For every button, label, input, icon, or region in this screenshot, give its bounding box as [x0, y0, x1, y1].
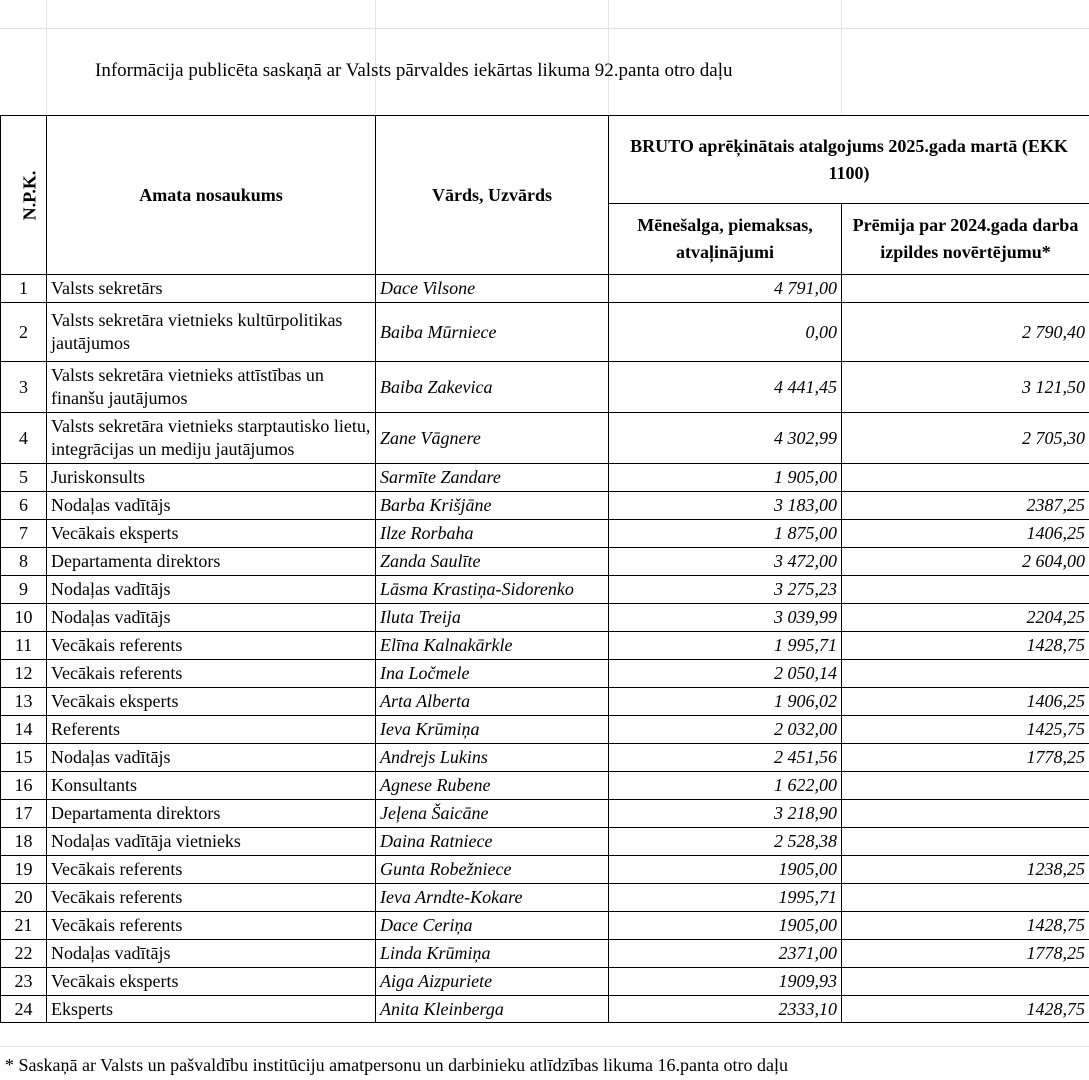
- table-row: [1, 744, 1089, 772]
- bonus-cell: 1428,75: [842, 632, 1089, 660]
- salary-cell: 1909,93: [609, 968, 842, 996]
- name-cell: Daina Ratniece: [376, 828, 609, 856]
- salary-cell: 2371,00: [609, 940, 842, 968]
- name-cell: Gunta Robežniece: [376, 856, 609, 884]
- name-cell: Baiba Zakevica: [376, 362, 609, 413]
- row-number: 17: [1, 800, 47, 828]
- position-cell: Valsts sekretāra vietnieks starptautisko lietu, integrācijas un mediju jautājumos: [47, 413, 376, 464]
- name-cell: Andrejs Lukins: [376, 744, 609, 772]
- table-row: [1, 632, 1089, 660]
- row-number: 14: [1, 716, 47, 744]
- bonus-cell: 2 790,40: [842, 303, 1089, 362]
- row-number: 8: [1, 548, 47, 576]
- footnote: * Saskaņā ar Valsts un pašvaldību institūciju amatpersonu un darbinieku atlīdzības likuma 16.panta otro daļu: [5, 1055, 789, 1075]
- salary-cell: 3 183,00: [609, 492, 842, 520]
- name-cell: Dace Vilsone: [376, 275, 609, 303]
- bonus-cell: [842, 800, 1089, 828]
- table-row: [1, 413, 1089, 464]
- bruto-header: BRUTO aprēķinātais atalgojums 2025.gada martā (EKK 1100): [609, 116, 1089, 204]
- row-number: 20: [1, 884, 47, 912]
- name-cell: Aiga Aizpuriete: [376, 968, 609, 996]
- position-cell: Vecākais eksperts: [47, 688, 376, 716]
- position-cell: Vecākais referents: [47, 856, 376, 884]
- table-row: [1, 362, 1089, 413]
- spreadsheet-grid: [0, 0, 1089, 115]
- salary-cell: 3 218,90: [609, 800, 842, 828]
- position-cell: Eksperts: [47, 996, 376, 1023]
- bonus-cell: 2387,25: [842, 492, 1089, 520]
- salary-cell: 1905,00: [609, 856, 842, 884]
- row-number: 4: [1, 413, 47, 464]
- name-cell: Baiba Mūrniece: [376, 303, 609, 362]
- table-row: [1, 492, 1089, 520]
- name-cell: Jeļena Šaicāne: [376, 800, 609, 828]
- position-cell: Valsts sekretārs: [47, 275, 376, 303]
- salary-cell: 1 622,00: [609, 772, 842, 800]
- table-row: [1, 604, 1089, 632]
- row-number: 19: [1, 856, 47, 884]
- row-number: 10: [1, 604, 47, 632]
- table-row: [1, 716, 1089, 744]
- row-number: 11: [1, 632, 47, 660]
- name-cell: Linda Krūmiņa: [376, 940, 609, 968]
- position-cell: Valsts sekretāra vietnieks attīstības un finanšu jautājumos: [47, 362, 376, 413]
- name-cell: Anita Kleinberga: [376, 996, 609, 1023]
- position-cell: Departamenta direktors: [47, 548, 376, 576]
- row-number: 1: [1, 275, 47, 303]
- salary-cell: 2 050,14: [609, 660, 842, 688]
- table-row: [1, 772, 1089, 800]
- salary-cell: 1 906,02: [609, 688, 842, 716]
- name-header: Vārds, Uzvārds: [376, 116, 609, 275]
- position-cell: Nodaļas vadītājs: [47, 744, 376, 772]
- row-number: 22: [1, 940, 47, 968]
- row-number: 2: [1, 303, 47, 362]
- salary-cell: 0,00: [609, 303, 842, 362]
- position-cell: Juriskonsults: [47, 464, 376, 492]
- bonus-cell: [842, 576, 1089, 604]
- table-row: [1, 576, 1089, 604]
- bonus-cell: 1428,75: [842, 996, 1089, 1023]
- salary-cell: 1 995,71: [609, 632, 842, 660]
- name-cell: Iluta Treija: [376, 604, 609, 632]
- position-cell: Vecākais eksperts: [47, 520, 376, 548]
- bonus-cell: [842, 660, 1089, 688]
- row-number: 12: [1, 660, 47, 688]
- row-number: 6: [1, 492, 47, 520]
- salary-table: [0, 115, 1089, 1023]
- bonus-cell: 1406,25: [842, 520, 1089, 548]
- bonus-cell: 2 604,00: [842, 548, 1089, 576]
- position-header: Amata nosaukums: [47, 116, 376, 275]
- bonus-cell: [842, 464, 1089, 492]
- position-cell: Nodaļas vadītāja vietnieks: [47, 828, 376, 856]
- salary-cell: 3 275,23: [609, 576, 842, 604]
- row-number: 13: [1, 688, 47, 716]
- salary-header: Mēnešalga, piemaksas, atvaļinājumi: [609, 204, 842, 275]
- position-cell: Departamenta direktors: [47, 800, 376, 828]
- row-number: 15: [1, 744, 47, 772]
- row-number: 9: [1, 576, 47, 604]
- row-number: 16: [1, 772, 47, 800]
- salary-cell: 1 875,00: [609, 520, 842, 548]
- position-cell: Konsultants: [47, 772, 376, 800]
- salary-cell: 1 905,00: [609, 464, 842, 492]
- bonus-cell: [842, 968, 1089, 996]
- salary-cell: 2 528,38: [609, 828, 842, 856]
- table-row: [1, 940, 1089, 968]
- position-cell: Valsts sekretāra vietnieks kultūrpolitikas jautājumos: [47, 303, 376, 362]
- position-cell: Vecākais referents: [47, 660, 376, 688]
- salary-cell: 1995,71: [609, 884, 842, 912]
- position-cell: Nodaļas vadītājs: [47, 492, 376, 520]
- name-cell: Zanda Saulīte: [376, 548, 609, 576]
- table-row: [1, 464, 1089, 492]
- bonus-cell: [842, 275, 1089, 303]
- name-cell: Ieva Arndte-Kokare: [376, 884, 609, 912]
- name-cell: Ieva Krūmiņa: [376, 716, 609, 744]
- row-number: 3: [1, 362, 47, 413]
- table-row: [1, 520, 1089, 548]
- table-row: [1, 856, 1089, 884]
- row-number: 7: [1, 520, 47, 548]
- bonus-cell: 1778,25: [842, 744, 1089, 772]
- table-row: [1, 884, 1089, 912]
- position-cell: Vecākais referents: [47, 884, 376, 912]
- table-row: [1, 275, 1089, 303]
- bonus-cell: 3 121,50: [842, 362, 1089, 413]
- salary-cell: 4 441,45: [609, 362, 842, 413]
- name-cell: Dace Ceriņa: [376, 912, 609, 940]
- table-row: [1, 800, 1089, 828]
- position-cell: Vecākais eksperts: [47, 968, 376, 996]
- table-row: [1, 968, 1089, 996]
- salary-cell: 2 451,56: [609, 744, 842, 772]
- name-cell: Ina Ločmele: [376, 660, 609, 688]
- bonus-cell: 1238,25: [842, 856, 1089, 884]
- table-row: [1, 660, 1089, 688]
- bonus-cell: 2 705,30: [842, 413, 1089, 464]
- bonus-cell: 1425,75: [842, 716, 1089, 744]
- salary-cell: 1905,00: [609, 912, 842, 940]
- row-number: 23: [1, 968, 47, 996]
- position-cell: Referents: [47, 716, 376, 744]
- bonus-cell: 1428,75: [842, 912, 1089, 940]
- name-cell: Lāsma Krastiņa-Sidorenko: [376, 576, 609, 604]
- npk-header: N.P.K.: [1, 116, 47, 275]
- position-cell: Nodaļas vadītājs: [47, 576, 376, 604]
- bonus-cell: [842, 884, 1089, 912]
- salary-cell: 2333,10: [609, 996, 842, 1023]
- name-cell: Sarmīte Zandare: [376, 464, 609, 492]
- row-number: 24: [1, 996, 47, 1023]
- name-cell: Barba Krišjāne: [376, 492, 609, 520]
- row-number: 18: [1, 828, 47, 856]
- name-cell: Zane Vāgnere: [376, 413, 609, 464]
- footnote-divider: [0, 1046, 1089, 1047]
- name-cell: Elīna Kalnakārkle: [376, 632, 609, 660]
- row-number: 5: [1, 464, 47, 492]
- position-cell: Vecākais referents: [47, 632, 376, 660]
- position-cell: Nodaļas vadītājs: [47, 604, 376, 632]
- table-row: [1, 828, 1089, 856]
- salary-cell: 3 472,00: [609, 548, 842, 576]
- bonus-cell: [842, 772, 1089, 800]
- bonus-cell: 2204,25: [842, 604, 1089, 632]
- position-cell: Vecākais referents: [47, 912, 376, 940]
- position-cell: Nodaļas vadītājs: [47, 940, 376, 968]
- bonus-cell: 1406,25: [842, 688, 1089, 716]
- salary-cell: 2 032,00: [609, 716, 842, 744]
- salary-cell: 3 039,99: [609, 604, 842, 632]
- bonus-header: Prēmija par 2024.gada darba izpildes novērtējumu*: [842, 204, 1089, 275]
- name-cell: Agnese Rubene: [376, 772, 609, 800]
- salary-cell: 4 302,99: [609, 413, 842, 464]
- table-row: [1, 688, 1089, 716]
- row-number: 21: [1, 912, 47, 940]
- table-row: [1, 912, 1089, 940]
- table-row: [1, 996, 1089, 1023]
- page-heading: Informācija publicēta saskaņā ar Valsts pārvaldes iekārtas likuma 92.panta otro daļu: [95, 60, 733, 81]
- name-cell: Arta Alberta: [376, 688, 609, 716]
- bonus-cell: 1778,25: [842, 940, 1089, 968]
- bonus-cell: [842, 828, 1089, 856]
- salary-cell: 4 791,00: [609, 275, 842, 303]
- name-cell: Ilze Rorbaha: [376, 520, 609, 548]
- table-row: [1, 548, 1089, 576]
- table-row: [1, 303, 1089, 362]
